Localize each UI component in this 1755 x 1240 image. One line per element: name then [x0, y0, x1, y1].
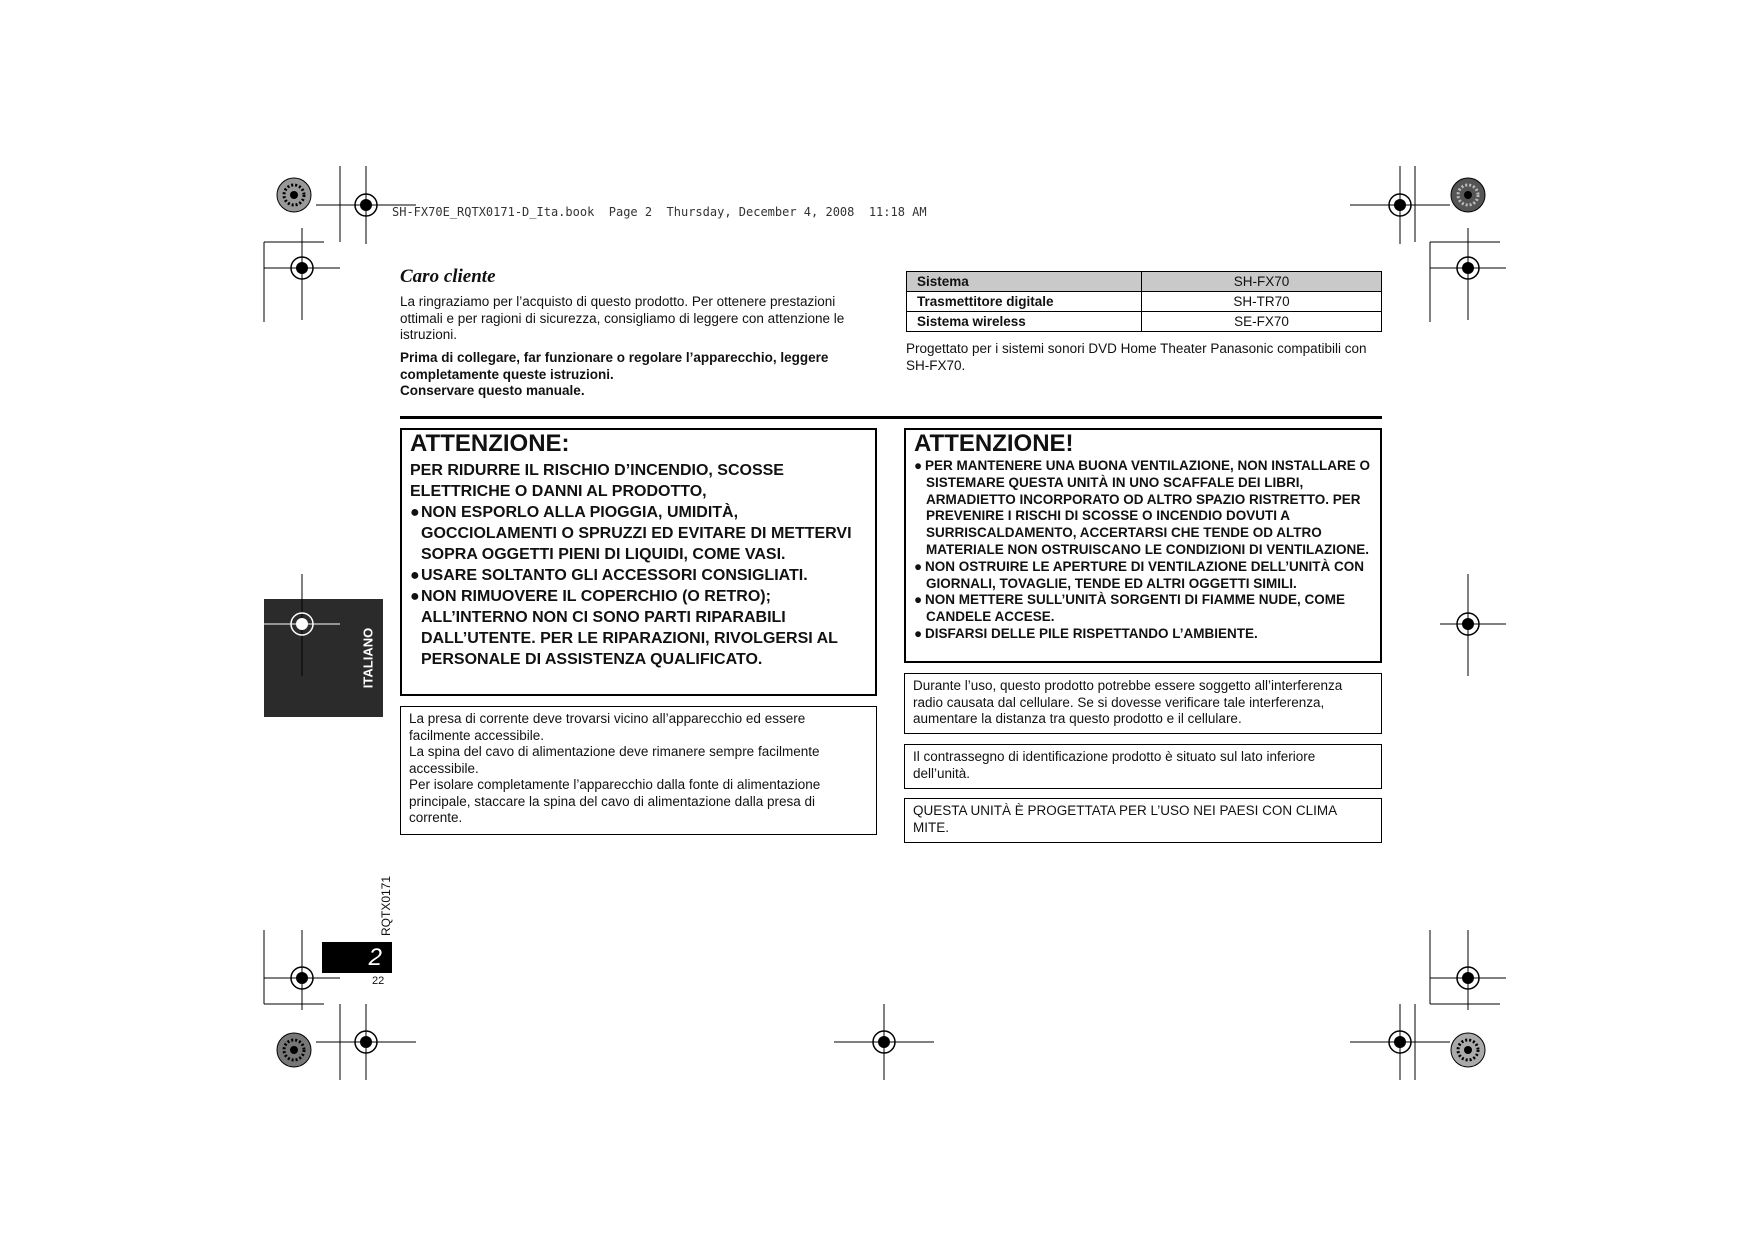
intro-title: Caro cliente — [400, 266, 496, 287]
table-cell-label: Sistema wireless — [907, 312, 1142, 332]
page-number: 2 — [368, 944, 382, 971]
bullet-icon: ● — [914, 558, 923, 574]
table-cell-value: SH-FX70 — [1142, 272, 1382, 292]
sub-page-number: 22 — [372, 975, 385, 987]
product-id-box: Il contrassegno di identificazione prodotto è situato sul lato inferiore dell’unità. — [904, 744, 1382, 789]
table-cell-value: SE-FX70 — [1142, 312, 1382, 332]
list-item: ● NON OSTRUIRE LE APERTURE DI VENTILAZIONE DELL’UNITÀ CON GIORNALI, TOVAGLIE, TENDE ED ALTRI OGGETTI SIMILI. — [914, 558, 1365, 591]
table-cell-label: Trasmettitore digitale — [907, 292, 1142, 312]
bullet-icon: ● — [914, 458, 923, 473]
list-item: ●NON ESPORLO ALLA PIOGGIA, UMIDITÀ, GOCCIOLAMENTI O SPRUZZI ED EVITARE DI METTERVI SOPRA OGGETTI PIENI DI LIQUIDI, COME VASI. — [410, 504, 852, 563]
bullet-icon: ● — [914, 625, 923, 641]
document-code: RQTX0171 — [379, 875, 393, 937]
intro-bold-keep: Conservare questo manuale. — [400, 383, 585, 398]
table-cell-value: SH-TR70 — [1142, 292, 1382, 312]
intro-bold-read: Prima di collegare, far funzionare o regolare l’apparecchio, leggere completamente queste istruzioni. — [400, 350, 829, 382]
warning-title: ATTENZIONE: — [410, 430, 570, 457]
language-label: ITALIANO — [360, 627, 376, 689]
list-item: ● DISFARSI DELLE PILE RISPETTANDO L’AMBIENTE. — [914, 625, 1258, 641]
climate-box: QUESTA UNITÀ È PROGETTATA PER L’USO NEI PAESI CON CLIMA MITE. — [904, 798, 1382, 843]
list-item: ● NON METTERE SULL’UNITÀ SORGENTI DI FIAMME NUDE, COME CANDELE ACCESE. — [914, 592, 1346, 625]
bullet-icon: ● — [410, 567, 420, 584]
file-info-header: SH-FX70E_RQTX0171-D_Ita.book Page 2 Thursday, December 4, 2008 11:18 AM — [392, 205, 927, 219]
bullet-icon: ● — [914, 592, 923, 608]
warning-title: ATTENZIONE! — [914, 430, 1074, 457]
table-cell-label: Sistema — [907, 272, 1142, 292]
power-line: La spina del cavo di alimentazione deve rimanere sempre facilmente accessibile. — [409, 744, 820, 776]
bullet-icon: ● — [410, 504, 420, 521]
interference-box: Durante l’uso, questo prodotto potrebbe essere soggetto all’interferenza radio causata dal cellulare. Se si dovesse verificare tale interferenza, aumentare la distanza tra questo prodotto e il cellulare. — [904, 673, 1382, 734]
list-item: ●NON RIMUOVERE IL COPERCHIO (O RETRO); ALL’INTERNO NON CI SONO PARTI RIPARABILI DALL’UTENTE. PER LE RIPARAZIONI, RIVOLGERSI AL PERSONALE DI ASSISTENZA QUALIFICATO. — [410, 588, 838, 668]
warning-lead: PER RIDURRE IL RISCHIO D’INCENDIO, SCOSSE ELETTRICHE O DANNI AL PRODOTTO, — [410, 462, 784, 500]
intro-body: La ringraziamo per l’acquisto di questo prodotto. Per ottenere prestazioni ottimali e per ragioni di sicurezza, consigliamo di leggere con attenzione le istruzioni. — [400, 294, 845, 342]
registration-mark — [264, 574, 340, 676]
power-line: Per isolare completamente l’apparecchio dalla fonte di alimentazione principale, staccare la spina del cavo di alimentazione dalla presa di corrente. — [409, 777, 821, 825]
compatibility-note: Progettato per i sistemi sonori DVD Home Theater Panasonic compatibili con SH-FX70. — [906, 341, 1367, 373]
bullet-icon: ● — [410, 588, 420, 605]
list-item: ● PER MANTENERE UNA BUONA VENTILAZIONE, NON INSTALLARE O SISTEMARE QUESTA UNITÀ IN UNO SCAFFALE DEI LIBRI, ARMADIETTO INCORPORATO OD ALTRO SPAZIO RISTRETTO. PER PREVENIRE I RISCHI DI SCOSSE O INCENDIO DOVUTI A SURRISCALDAMENTO, ACCERTARSI CHE TENDE OD ALTRO MATERIALE NON OSTRUISCANO LE CONDIZIONI DI VENTILAZIONE. — [914, 458, 1371, 557]
list-item: ●USARE SOLTANTO GLI ACCESSORI CONSIGLIATI. — [410, 567, 808, 584]
power-line: La presa di corrente deve trovarsi vicino all’apparecchio ed essere facilmente accessibile. — [409, 711, 806, 743]
